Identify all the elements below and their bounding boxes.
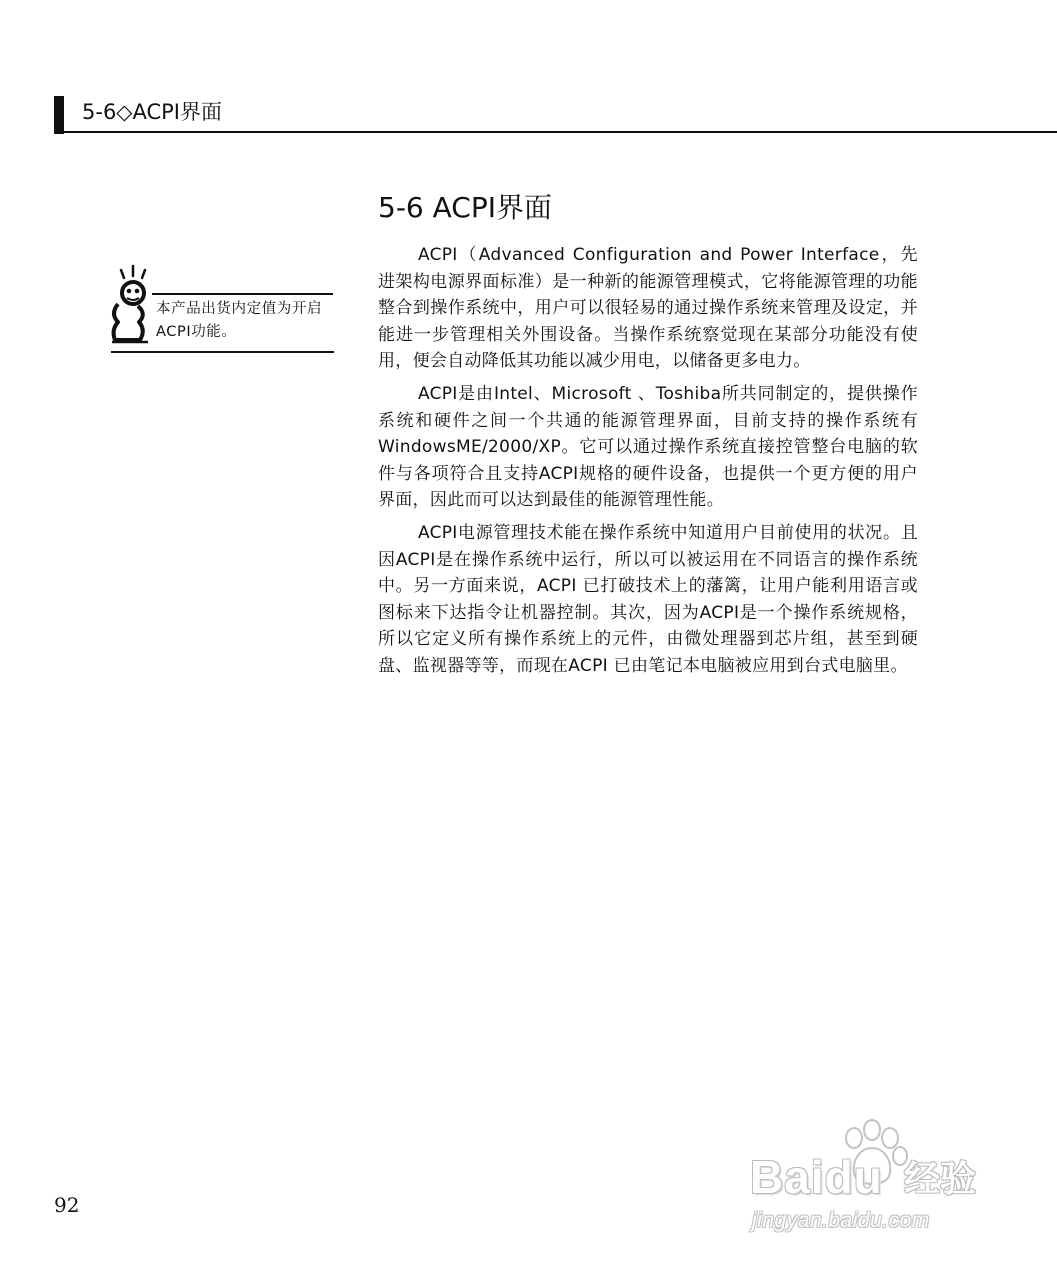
paragraph: ACPI（Advanced Configuration and Power Interface，先进架构电源界面标准）是一种新的能源管理模式，它将能源管理的功能整合到操作系统中，用户可以很轻易的通过操作系统来管理及设定，并能进一步管理相关外围设备。当操作系统察觉现在某部分功能没有使用，便会自动降低其功能以减少用电，以储备更多电力。 [378, 245, 918, 372]
side-note [108, 262, 334, 354]
body-content [378, 242, 918, 686]
note-text: 本产品出货内定值为开启ACPI功能。 [156, 301, 323, 340]
baidu-watermark [740, 1118, 1010, 1240]
watermark-subtitle: 经验 [904, 1159, 977, 1200]
note-bottom-rule [111, 351, 334, 353]
watermark-url: jingyan.baidu.com [752, 1209, 930, 1232]
note-top-rule [152, 293, 333, 295]
header-accent-bar [54, 96, 64, 134]
note-mascot-icon [108, 264, 154, 344]
paragraph: ACPI电源管理技术能在操作系统中知道用户目前使用的状况。且因ACPI是在操作系统中运行，所以可以被运用在不同语言的操作系统中。另一方面来说，ACPI 已打破技术上的藩篱，让用户能利用语言或图标来下达指令让机器控制。其次，因为ACPI是一个操作系统规格，所以它定义所有操作系统上的元件，由微处理器到芯片组，甚至到硬盘、监视器等等，而现在ACPI 已由笔记本电脑被应用到台式电脑里。 [378, 522, 918, 676]
section-title: 5-6 ACPI界面 [378, 191, 552, 224]
page-number: 92 [54, 1193, 80, 1217]
paragraph: ACPI是由Intel、Microsoft 、Toshiba所共同制定的，提供操作系统和硬件之间一个共通的能源管理界面，目前支持的操作系统有WindowsME/2000/XP。它可以通过操作系统直接控管整台电脑的软件与各项符合且支持ACPI规格的硬件设备，也提供一个更方便的用户界面，因此而可以达到最佳的能源管理性能。 [378, 383, 918, 511]
header-rule [64, 131, 1057, 133]
running-header-title: 5-6◇ACPI界面 [82, 100, 222, 124]
watermark-brand: Baidu [750, 1151, 883, 1203]
